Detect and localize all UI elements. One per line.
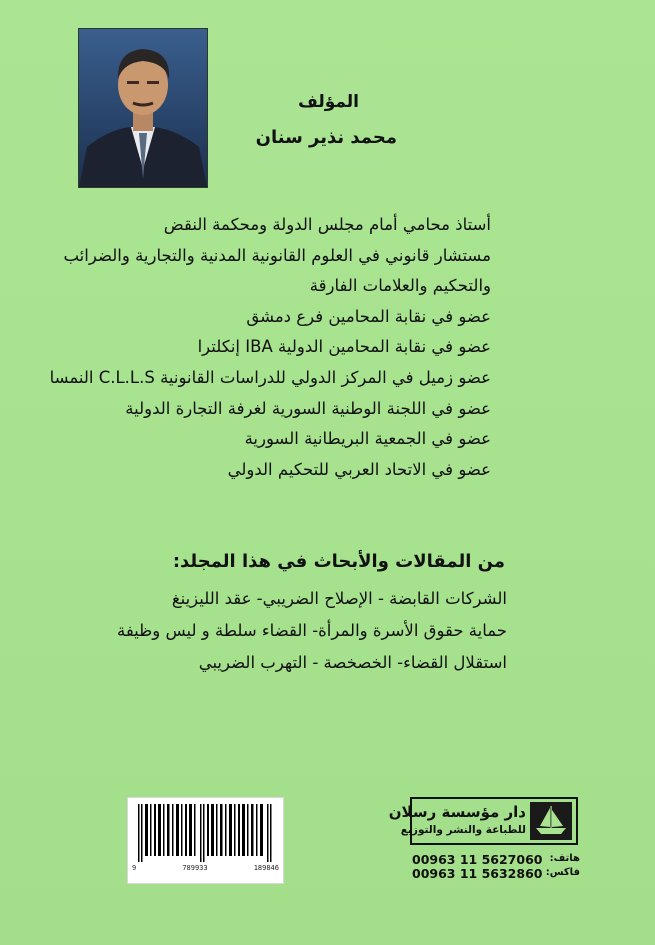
barcode-digit-group: 189846 [253,864,279,872]
articles-heading: من المقالات والأبحاث في هذا المجلد: [172,551,505,572]
phone-number: 00963 11 5627060 [412,852,543,867]
bio-line: عضو زميل في المركز الدولي للدراسات القانونية C.L.L.S النمسا [49,367,491,387]
phone-label: هاتف: [549,853,580,864]
author-bio-list [31,210,491,485]
barcode-bars [136,804,275,862]
bio-line: عضو في الجمعية البريطانية السورية [244,429,491,449]
barcode-digit-group: 789933 [182,864,208,872]
bio-line: عضو في نقابة المحامين فرع دمشق [246,306,491,326]
bio-line: عضو في اللجنة الوطنية السورية لغرفة التجارة الدولية [125,398,491,418]
ship-icon [530,802,572,840]
author-name: محمد نذير سنان [255,127,397,148]
fax-number: 00963 11 5632860 [412,866,543,881]
articles-list [87,583,507,679]
bio-line: عضو في نقابة المحامين الدولية IBA إنكلترا [197,337,491,357]
bio-line: والتحكيم والعلامات الفارقة [309,276,491,296]
barcode-digit-group: 9 [132,864,137,872]
articles-line: الشركات القابضة - الإصلاح الضريبي- عقد الليزينغ [171,589,507,608]
publisher-logo [388,797,578,845]
fax-label: فاكس: [545,867,580,878]
author-photo [78,28,208,188]
publisher-fax [410,866,580,882]
author-portrait-image [79,29,207,187]
articles-line: استقلال القضاء- الخصخصة - التهرب الضريبي [198,653,507,672]
barcode-digits [132,864,279,872]
bio-line: مستشار قانوني في العلوم القانونية المدنية والتجارية والضرائب [63,245,491,265]
bio-line: عضو في الاتحاد العربي للتحكيم الدولي [227,459,491,479]
publisher-name: دار مؤسسة رسلان [388,803,526,821]
bio-line: أستاذ محامي أمام مجلس الدولة ومحكمة النقض [163,215,491,234]
publisher-subtitle: للطباعة والنشر والتوزيع [400,824,526,836]
author-label: المؤلف [298,92,359,112]
articles-line: حماية حقوق الأسرة والمرأة- القضاء سلطة و ليس وظيفة [116,621,507,640]
isbn-barcode [127,797,284,884]
